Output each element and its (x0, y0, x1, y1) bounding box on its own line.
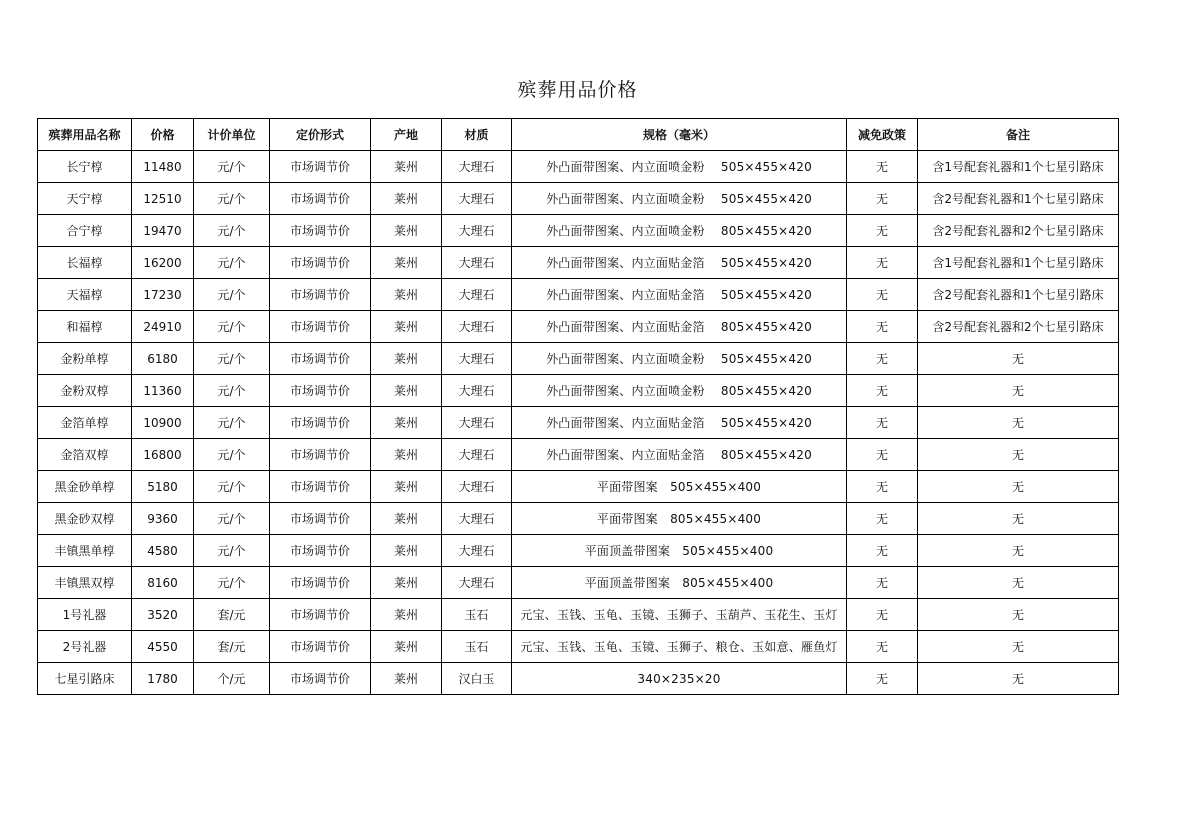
cell-price: 9360 (132, 503, 194, 535)
cell-note: 含2号配套礼器和2个七星引路床 (918, 311, 1119, 343)
cell-price: 1780 (132, 663, 194, 695)
cell-name: 天宁椁 (38, 183, 132, 215)
cell-material: 大理石 (442, 503, 512, 535)
header-policy: 减免政策 (847, 119, 918, 151)
cell-note: 无 (918, 599, 1119, 631)
cell-name: 长宁椁 (38, 151, 132, 183)
cell-pricing: 市场调节价 (270, 407, 371, 439)
cell-policy: 无 (847, 311, 918, 343)
cell-policy: 无 (847, 503, 918, 535)
cell-price: 8160 (132, 567, 194, 599)
cell-material: 大理石 (442, 311, 512, 343)
header-pricing: 定价形式 (270, 119, 371, 151)
cell-pricing: 市场调节价 (270, 215, 371, 247)
cell-price: 4550 (132, 631, 194, 663)
cell-name: 合宁椁 (38, 215, 132, 247)
price-table (37, 118, 1119, 695)
cell-material: 汉白玉 (442, 663, 512, 695)
cell-origin: 莱州 (371, 279, 442, 311)
cell-spec: 外凸面带图案、内立面贴金箔 505×455×420 (512, 247, 847, 279)
cell-note: 无 (918, 631, 1119, 663)
cell-material: 大理石 (442, 567, 512, 599)
cell-pricing: 市场调节价 (270, 343, 371, 375)
cell-price: 17230 (132, 279, 194, 311)
cell-price: 11360 (132, 375, 194, 407)
cell-material: 大理石 (442, 439, 512, 471)
cell-note: 无 (918, 375, 1119, 407)
cell-policy: 无 (847, 567, 918, 599)
cell-unit: 元/个 (194, 375, 270, 407)
header-unit: 计价单位 (194, 119, 270, 151)
cell-material: 玉石 (442, 599, 512, 631)
cell-note: 含2号配套礼器和1个七星引路床 (918, 279, 1119, 311)
cell-name: 黑金砂双椁 (38, 503, 132, 535)
cell-unit: 元/个 (194, 535, 270, 567)
table-row (38, 503, 1119, 535)
cell-material: 大理石 (442, 375, 512, 407)
cell-material: 大理石 (442, 279, 512, 311)
cell-price: 4580 (132, 535, 194, 567)
cell-name: 金粉双椁 (38, 375, 132, 407)
cell-material: 大理石 (442, 183, 512, 215)
table-row (38, 471, 1119, 503)
cell-unit: 元/个 (194, 311, 270, 343)
cell-name: 黑金砂单椁 (38, 471, 132, 503)
cell-price: 16200 (132, 247, 194, 279)
cell-pricing: 市场调节价 (270, 247, 371, 279)
cell-policy: 无 (847, 599, 918, 631)
table-row (38, 279, 1119, 311)
table-row (38, 439, 1119, 471)
table-row (38, 599, 1119, 631)
cell-policy: 无 (847, 631, 918, 663)
cell-unit: 套/元 (194, 599, 270, 631)
cell-pricing: 市场调节价 (270, 151, 371, 183)
cell-origin: 莱州 (371, 215, 442, 247)
cell-unit: 元/个 (194, 279, 270, 311)
cell-name: 丰镇黑双椁 (38, 567, 132, 599)
cell-material: 大理石 (442, 471, 512, 503)
cell-pricing: 市场调节价 (270, 311, 371, 343)
cell-unit: 元/个 (194, 407, 270, 439)
cell-pricing: 市场调节价 (270, 279, 371, 311)
cell-spec: 外凸面带图案、内立面贴金箔 505×455×420 (512, 279, 847, 311)
cell-note: 无 (918, 471, 1119, 503)
cell-origin: 莱州 (371, 567, 442, 599)
page-title: 殡葬用品价格 (517, 79, 638, 101)
cell-spec: 外凸面带图案、内立面贴金箔 805×455×420 (512, 439, 847, 471)
cell-policy: 无 (847, 183, 918, 215)
cell-spec: 外凸面带图案、内立面贴金箔 505×455×420 (512, 407, 847, 439)
header-row (38, 119, 1119, 151)
cell-origin: 莱州 (371, 375, 442, 407)
cell-spec: 外凸面带图案、内立面喷金粉 505×455×420 (512, 151, 847, 183)
cell-name: 1号礼器 (38, 599, 132, 631)
header-origin: 产地 (371, 119, 442, 151)
cell-unit: 元/个 (194, 503, 270, 535)
cell-origin: 莱州 (371, 151, 442, 183)
cell-name: 和福椁 (38, 311, 132, 343)
cell-origin: 莱州 (371, 311, 442, 343)
cell-origin: 莱州 (371, 631, 442, 663)
header-name: 殡葬用品名称 (38, 119, 132, 151)
cell-price: 24910 (132, 311, 194, 343)
cell-policy: 无 (847, 151, 918, 183)
cell-name: 天福椁 (38, 279, 132, 311)
cell-name: 金箔单椁 (38, 407, 132, 439)
cell-note: 无 (918, 343, 1119, 375)
cell-unit: 元/个 (194, 343, 270, 375)
cell-spec: 340×235×20 (512, 663, 847, 695)
cell-origin: 莱州 (371, 599, 442, 631)
cell-pricing: 市场调节价 (270, 599, 371, 631)
cell-name: 七星引路床 (38, 663, 132, 695)
table-row (38, 215, 1119, 247)
cell-price: 16800 (132, 439, 194, 471)
cell-origin: 莱州 (371, 535, 442, 567)
cell-material: 大理石 (442, 535, 512, 567)
cell-note: 无 (918, 535, 1119, 567)
cell-policy: 无 (847, 471, 918, 503)
cell-origin: 莱州 (371, 471, 442, 503)
cell-spec: 外凸面带图案、内立面喷金粉 505×455×420 (512, 343, 847, 375)
cell-note: 含1号配套礼器和1个七星引路床 (918, 247, 1119, 279)
cell-spec: 外凸面带图案、内立面喷金粉 805×455×420 (512, 375, 847, 407)
cell-spec: 平面带图案 505×455×400 (512, 471, 847, 503)
cell-policy: 无 (847, 535, 918, 567)
cell-unit: 元/个 (194, 567, 270, 599)
table-row (38, 663, 1119, 695)
table-row (38, 631, 1119, 663)
cell-spec: 元宝、玉钱、玉龟、玉镜、玉狮子、玉葫芦、玉花生、玉灯 (512, 599, 847, 631)
cell-spec: 平面顶盖带图案 805×455×400 (512, 567, 847, 599)
cell-note: 无 (918, 567, 1119, 599)
cell-material: 大理石 (442, 247, 512, 279)
cell-material: 大理石 (442, 215, 512, 247)
cell-spec: 元宝、玉钱、玉龟、玉镜、玉狮子、粮仓、玉如意、雁鱼灯 (512, 631, 847, 663)
cell-unit: 元/个 (194, 215, 270, 247)
cell-origin: 莱州 (371, 503, 442, 535)
cell-note: 无 (918, 663, 1119, 695)
cell-price: 10900 (132, 407, 194, 439)
cell-origin: 莱州 (371, 247, 442, 279)
cell-material: 玉石 (442, 631, 512, 663)
cell-pricing: 市场调节价 (270, 663, 371, 695)
cell-spec: 平面带图案 805×455×400 (512, 503, 847, 535)
cell-origin: 莱州 (371, 663, 442, 695)
table-body (38, 151, 1119, 695)
cell-policy: 无 (847, 375, 918, 407)
cell-spec: 外凸面带图案、内立面贴金箔 805×455×420 (512, 311, 847, 343)
cell-pricing: 市场调节价 (270, 375, 371, 407)
cell-unit: 套/元 (194, 631, 270, 663)
table-row (38, 567, 1119, 599)
cell-note: 无 (918, 407, 1119, 439)
header-spec: 规格（毫米） (512, 119, 847, 151)
cell-unit: 元/个 (194, 247, 270, 279)
table-row (38, 535, 1119, 567)
table-row (38, 247, 1119, 279)
cell-origin: 莱州 (371, 343, 442, 375)
cell-material: 大理石 (442, 343, 512, 375)
cell-origin: 莱州 (371, 407, 442, 439)
cell-unit: 元/个 (194, 183, 270, 215)
cell-origin: 莱州 (371, 439, 442, 471)
cell-name: 金箔双椁 (38, 439, 132, 471)
cell-unit: 元/个 (194, 471, 270, 503)
table-row (38, 183, 1119, 215)
cell-unit: 元/个 (194, 151, 270, 183)
cell-policy: 无 (847, 279, 918, 311)
table-row (38, 375, 1119, 407)
cell-spec: 外凸面带图案、内立面喷金粉 505×455×420 (512, 183, 847, 215)
cell-name: 长福椁 (38, 247, 132, 279)
cell-name: 金粉单椁 (38, 343, 132, 375)
cell-note: 含2号配套礼器和2个七星引路床 (918, 215, 1119, 247)
header-note: 备注 (918, 119, 1119, 151)
cell-note: 含2号配套礼器和1个七星引路床 (918, 183, 1119, 215)
cell-origin: 莱州 (371, 183, 442, 215)
cell-policy: 无 (847, 343, 918, 375)
cell-policy: 无 (847, 663, 918, 695)
cell-note: 含1号配套礼器和1个七星引路床 (918, 151, 1119, 183)
table-row (38, 407, 1119, 439)
table-row (38, 343, 1119, 375)
cell-name: 丰镇黑单椁 (38, 535, 132, 567)
cell-spec: 外凸面带图案、内立面喷金粉 805×455×420 (512, 215, 847, 247)
cell-pricing: 市场调节价 (270, 439, 371, 471)
cell-pricing: 市场调节价 (270, 471, 371, 503)
cell-unit: 元/个 (194, 439, 270, 471)
cell-price: 5180 (132, 471, 194, 503)
cell-pricing: 市场调节价 (270, 183, 371, 215)
cell-material: 大理石 (442, 151, 512, 183)
cell-policy: 无 (847, 247, 918, 279)
cell-price: 19470 (132, 215, 194, 247)
cell-pricing: 市场调节价 (270, 535, 371, 567)
table-row (38, 311, 1119, 343)
cell-price: 3520 (132, 599, 194, 631)
cell-unit: 个/元 (194, 663, 270, 695)
cell-price: 6180 (132, 343, 194, 375)
cell-price: 11480 (132, 151, 194, 183)
cell-note: 无 (918, 439, 1119, 471)
header-material: 材质 (442, 119, 512, 151)
cell-pricing: 市场调节价 (270, 503, 371, 535)
cell-spec: 平面顶盖带图案 505×455×400 (512, 535, 847, 567)
cell-pricing: 市场调节价 (270, 567, 371, 599)
cell-policy: 无 (847, 407, 918, 439)
cell-material: 大理石 (442, 407, 512, 439)
cell-policy: 无 (847, 439, 918, 471)
cell-price: 12510 (132, 183, 194, 215)
header-price: 价格 (132, 119, 194, 151)
cell-note: 无 (918, 503, 1119, 535)
cell-name: 2号礼器 (38, 631, 132, 663)
table-row (38, 151, 1119, 183)
cell-pricing: 市场调节价 (270, 631, 371, 663)
cell-policy: 无 (847, 215, 918, 247)
